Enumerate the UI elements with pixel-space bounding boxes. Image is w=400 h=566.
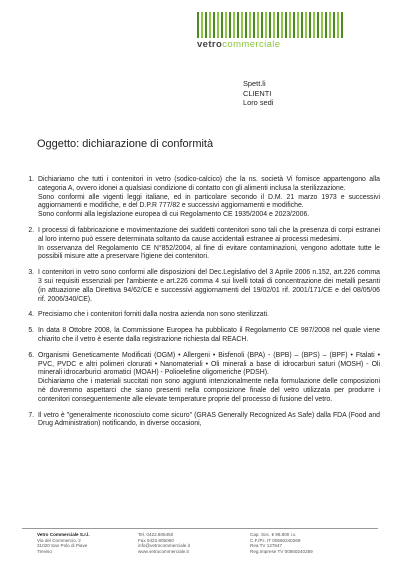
list-item-paragraph: Dichiariamo che i materiali succitati non sono aggiunti intenzionalmente nella formulazione delle composizioni né dovremmo aspettarci che siano presenti nella composizione finale del vetro utilizzata per produrre i contenitori conseguentemente alle elevate temperature proprie del processo di fusione del vetro.	[38, 378, 380, 403]
page-footer	[0, 528, 400, 566]
list-item-paragraph: 2. I processi di fabbricazione e movimentazione dei suddetti contenitori sono tali che la presenza di corpi estranei al loro interno può essere determinata soltanto da cause accidentali estranee ai processi medesimi.	[38, 226, 380, 243]
footer-line: Tel. 0422.805450	[138, 532, 174, 537]
footer-line: Treviso	[37, 549, 52, 555]
logo-wordmark-part2: commerciale	[222, 39, 281, 50]
addressee-line: Loro sedi	[243, 98, 274, 108]
footer-contact-info	[138, 532, 190, 555]
list-item-paragraph: 6. Organismi Geneticamente Modificati (OGM) • Allergeni • Bisfenoli (BPA) - (BPB) – (BPS) – (BPF) • Ftalati • PVC, PVDC e altri polimeri clorurati • Nanomateriali • Oli minerali a base di idrocarburi saturi (MOSH) - Oli minerali idrocarburici aromatici (MOAH) - Polioelefine oligomeriche (PDSH).	[38, 351, 380, 377]
list-item	[36, 269, 380, 304]
document-subject: Oggetto: dichiarazione di conformità	[37, 138, 214, 150]
list-item	[36, 412, 380, 430]
logo-wordmark-part1: vetro	[197, 39, 223, 50]
logo-bars-icon	[197, 12, 343, 38]
list-item-paragraph: 5. In data 8 Ottobre 2008, la Commissione Europea ha pubblicato il Regolamento CE 987/2008 nel quale viene chiarito che il vetro è esente dalla registrazione richiesta dal REACH.	[38, 327, 380, 343]
list-item-paragraph: 1. Dichiariamo che tutti i contenitori in vetro (sodico-calcico) che la ns. società Vi fornisce appartengono alla categoria A, ovvero idonei a qualsiasi condizione di contatto con gli alimenti inclusa la sterilizzazione.	[38, 176, 380, 192]
list-item	[36, 227, 380, 262]
list-item-paragraph: Sono conformi alle vigenti leggi italiane, ed in particolare secondo il D.M. 21 marzo 1973 e successivi aggiornamenti e modifiche, e del D.P.R 777/82 e successivi aggiornamenti e modifiche.	[38, 193, 380, 210]
footer-legal-info	[250, 532, 313, 555]
list-item-paragraph: 4. Precisiamo che i contenitori forniti dalla nostra azienda non sono sterilizzati.	[38, 311, 269, 319]
footer-company-info	[37, 532, 90, 555]
list-item-paragraph: In osservanza del Regolamento CE N°852/2004, al fine di evitare contaminazioni, vengono adottate tutte le possibili misure atte a preservare l'igiene dei contenitori.	[38, 244, 380, 261]
addressee-line: CLIENTI	[243, 88, 272, 98]
footer-divider	[22, 528, 378, 529]
footer-line: Via del Commercio, 2	[37, 537, 81, 543]
footer-line: C.F./P.I. IT 00560240269	[250, 537, 301, 543]
footer-line: info@vetrocommerciale.it	[138, 543, 190, 549]
footer-line: Vetro Commerciale S.r.l.	[37, 532, 90, 537]
footer-line: 31020 San Polo di Piave	[37, 543, 88, 549]
list-item-paragraph: 7. Il vetro è "generalmente riconosciuto come sicuro" (GRAS Generally Recognized As Safe) dalla FDA (Food and Drug Administration) notificando, in diverse occasioni,	[38, 411, 380, 428]
declaration-list	[22, 176, 380, 436]
addressee-line: Spett.li	[243, 79, 266, 88]
company-logo	[197, 12, 357, 52]
footer-line: Cap. Soc. € 98.800 i.v.	[250, 532, 297, 537]
footer-line: Reg.Imprese TV 00560240269	[250, 549, 313, 555]
footer-line: Rea TV 127647	[250, 543, 283, 549]
logo-wordmark	[197, 39, 280, 50]
addressee-block	[243, 79, 273, 108]
list-item	[36, 176, 380, 220]
list-item	[36, 352, 380, 405]
list-item	[36, 327, 380, 345]
list-item-paragraph: 3. I contenitori in vetro sono conformi alle disposizioni del Dec.Legislativo del 3 Aprile 2006 n.152, art.226 comma 3 sui requisiti essenziali per l'ambiente e art.226 comma 4 sui livelli totali di concentrazione dei metalli pesanti (in attuazione alla Direttiva 94/62/CE e successivi aggiornamenti del 19/02/01 rif. 2001/171/CE e del 08/05/06 rif. 2006/340/CE).	[38, 269, 380, 303]
list-item	[36, 311, 380, 320]
footer-line: Fax 0422.805060	[138, 537, 174, 543]
list-item-paragraph: Sono conformi alla legislazione europea di cui Regolamento CE 1935/2004 e 2023/2006.	[38, 211, 310, 219]
footer-line: www.vetrocommerciale.it	[138, 549, 189, 555]
